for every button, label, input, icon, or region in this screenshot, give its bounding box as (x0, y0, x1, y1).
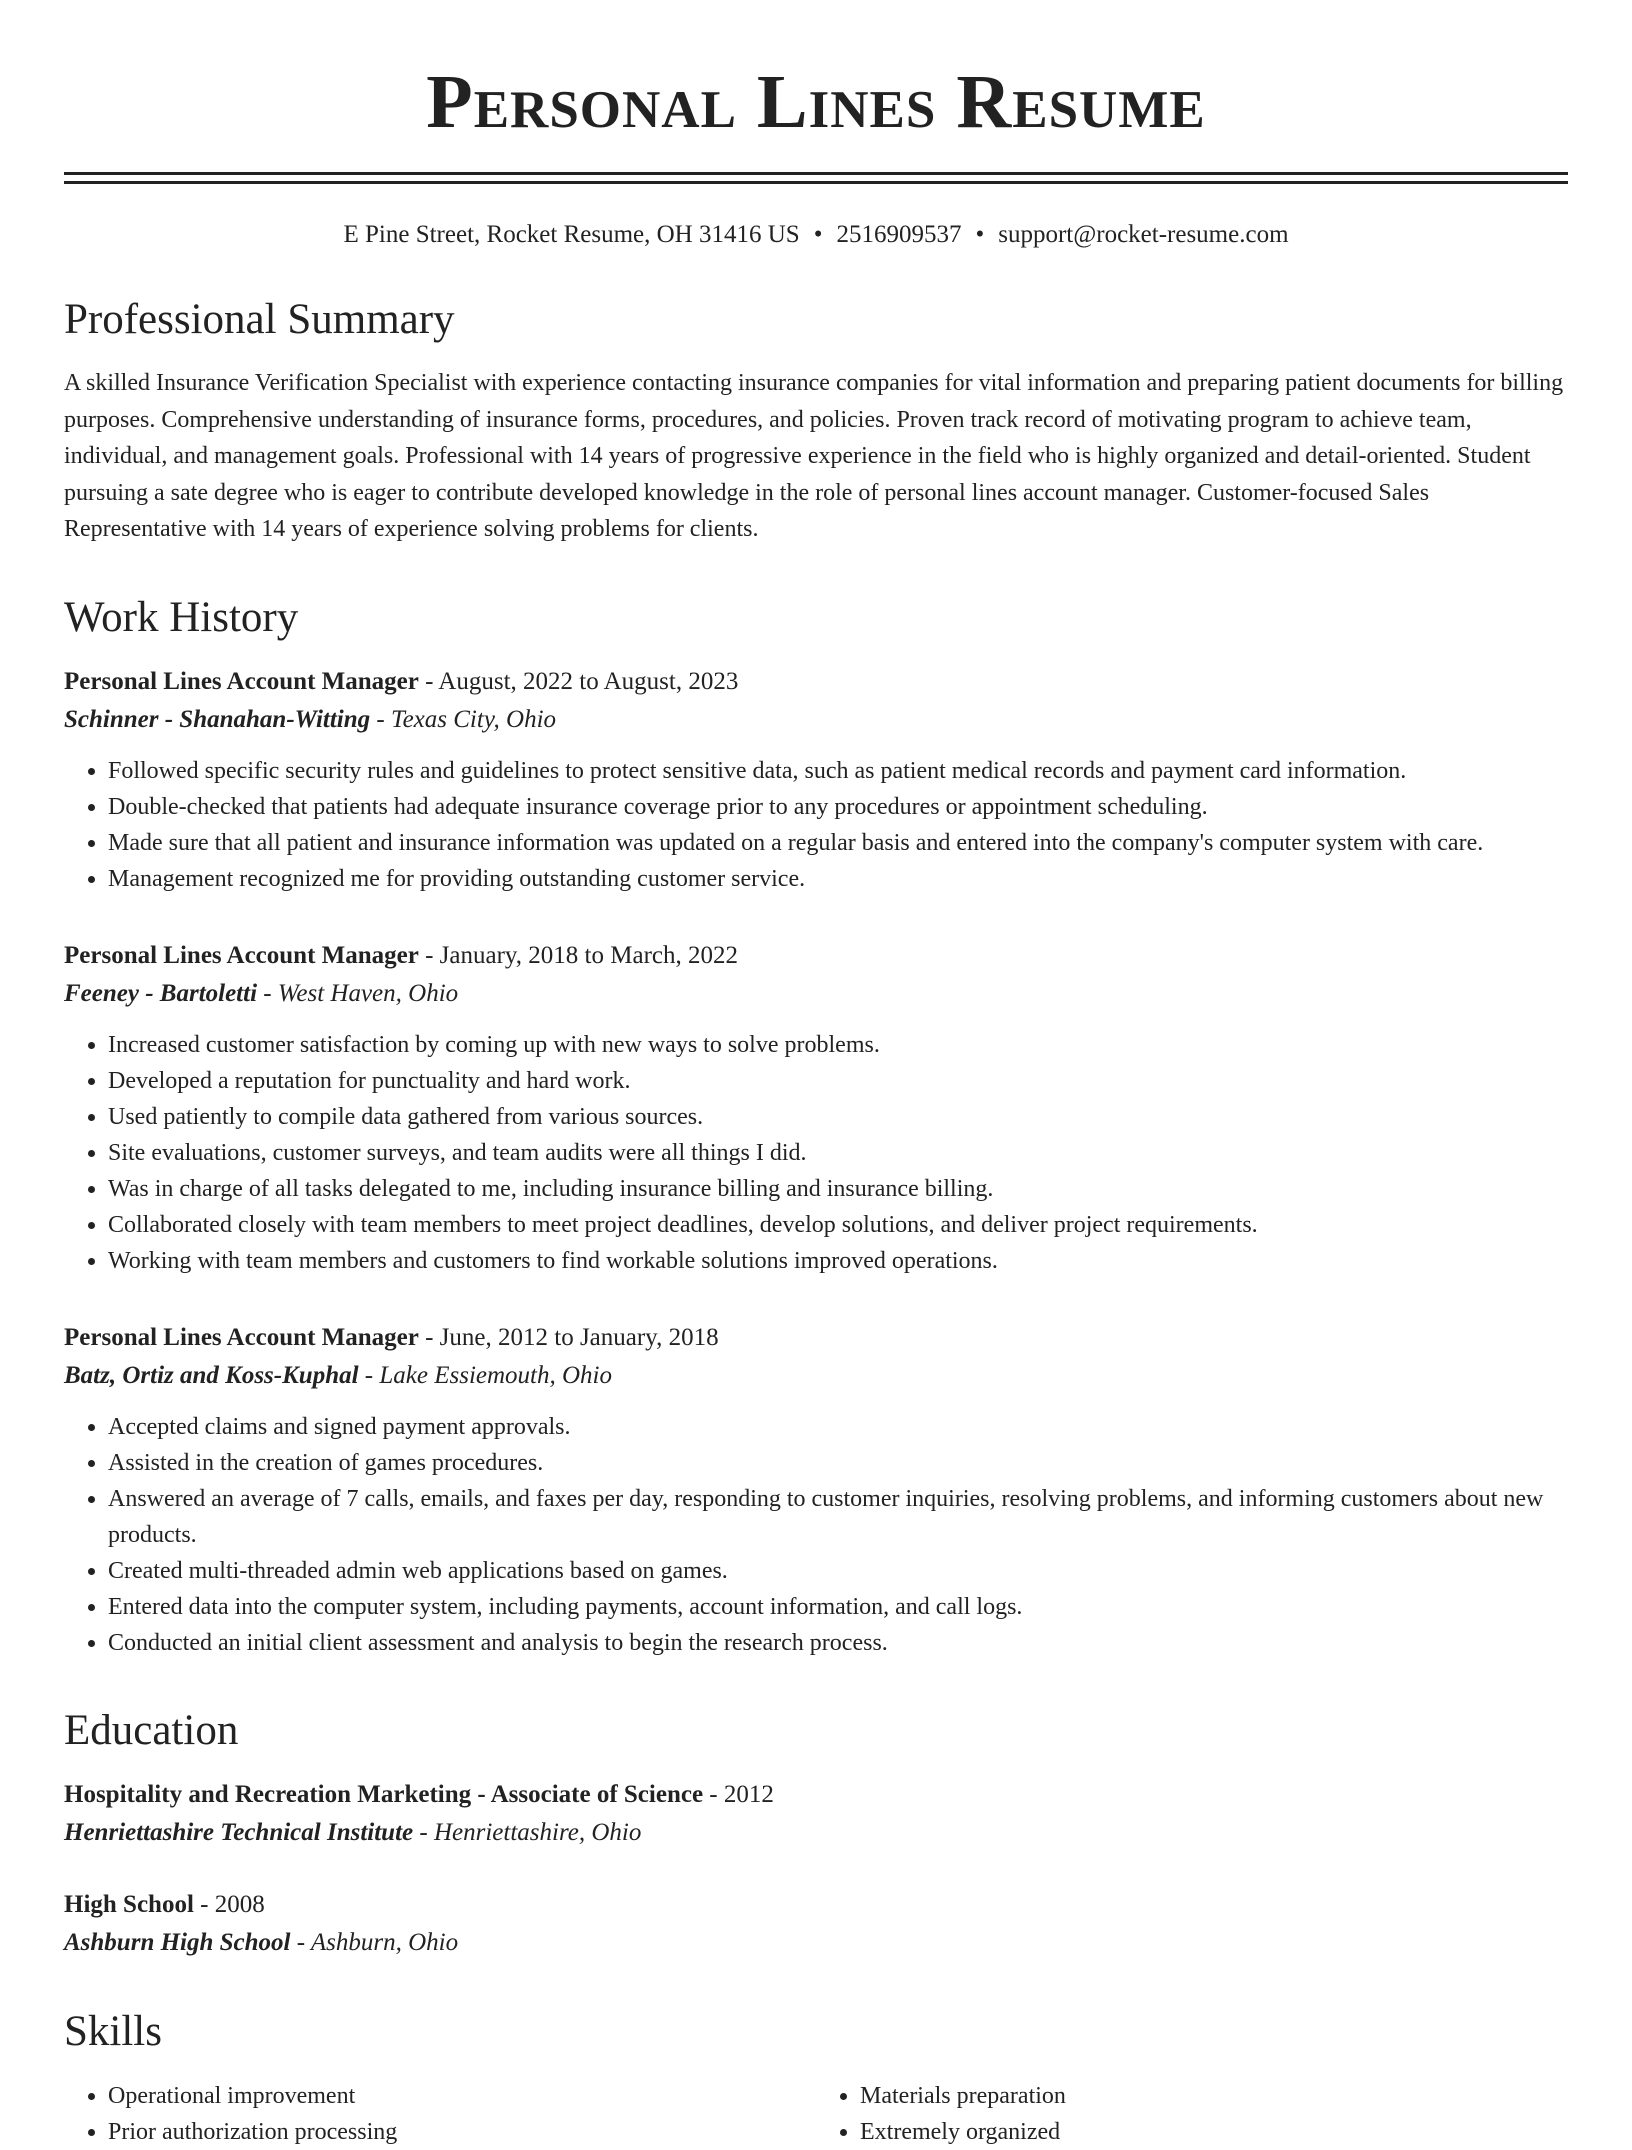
job-bullet: • Followed specific security rules and guidelines to protect sensitive data, such as patient medical records and payment card information. (108, 753, 1568, 789)
skills-column-left (64, 2078, 816, 2150)
contact-phone: 2516909537 (836, 221, 962, 248)
education-year: - 2012 (703, 1781, 774, 1809)
job-bullet: • Developed a reputation for punctuality and hard work. (108, 1063, 1568, 1099)
contact-separator: • (813, 221, 823, 248)
job-header (64, 663, 1568, 701)
job-header (64, 937, 1568, 975)
job-location: - Lake Essiemouth, Ohio (358, 1362, 612, 1390)
education-school-line (64, 1814, 1568, 1852)
contact-line (64, 220, 1568, 250)
job-bullet: • Collaborated closely with team members to meet project deadlines, develop solutions, and deliver project requirements. (108, 1207, 1568, 1243)
job-bullet: • Working with team members and customers to find workable solutions improved operations. (108, 1243, 1568, 1279)
job-title: Personal Lines Account Manager (64, 942, 419, 970)
job-bullet: • Accepted claims and signed payment approvals. (108, 1409, 1568, 1445)
section-heading-education: Education (64, 1707, 239, 1755)
education-header (64, 1886, 1568, 1924)
title-divider-bottom (64, 181, 1568, 184)
contact-email[interactable]: support@rocket-resume.com (998, 221, 1289, 248)
education-header (64, 1776, 1568, 1814)
education-school-line (64, 1924, 1568, 1962)
education-location: - Henriettashire, Ohio (413, 1819, 642, 1847)
job-bullets (64, 1027, 1568, 1279)
education-year: - 2008 (193, 1891, 265, 1919)
job-bullet: • Conducted an initial client assessment and analysis to begin the research process. (108, 1625, 1568, 1661)
job-entry (64, 663, 1568, 897)
job-location: - West Haven, Ohio (257, 980, 459, 1008)
education-entry (64, 1776, 1568, 1852)
education-school: Henriettashire Technical Institute (64, 1819, 414, 1847)
job-bullets (64, 1409, 1568, 1661)
resume-title: Personal Lines Resume (426, 60, 1206, 144)
contact-separator: • (975, 221, 985, 248)
job-company: Schinner - Shanahan-Witting (64, 706, 371, 734)
job-location: - Texas City, Ohio (370, 706, 557, 734)
job-bullet: • Answered an average of 7 calls, emails, and faxes per day, responding to customer inquiries, resolving problems, and informing customers about new products. (108, 1481, 1568, 1553)
job-company-line (64, 701, 1568, 739)
education-degree: High School (64, 1891, 194, 1919)
skill-item: • Materials preparation (860, 2078, 1568, 2114)
skills-column-right (816, 2078, 1568, 2150)
job-dates: - August, 2022 to August, 2023 (418, 668, 739, 696)
job-dates: - January, 2018 to March, 2022 (418, 942, 738, 970)
skill-item: • Prior authorization processing (108, 2114, 816, 2150)
section-heading-summary: Professional Summary (64, 296, 455, 343)
section-heading-work-history: Work History (64, 593, 299, 641)
job-title: Personal Lines Account Manager (64, 668, 419, 696)
job-bullet: • Created multi-threaded admin web applications based on games. (108, 1553, 1568, 1589)
education-school: Ashburn High School (64, 1929, 291, 1957)
skill-item: • Extremely organized (860, 2114, 1568, 2150)
education-entry (64, 1886, 1568, 1962)
job-bullet: • Was in charge of all tasks delegated to me, including insurance billing and insurance billing. (108, 1171, 1568, 1207)
job-company-line (64, 975, 1568, 1013)
job-entry (64, 937, 1568, 1279)
summary-text: A skilled Insurance Verification Specialist with experience contacting insurance companies for vital information and preparing patient documents for billing purposes. Comprehensive understanding of insurance forms, procedures, and policies. Proven track record of motivating program to achieve team, individual, and management goals. Professional with 14 years of progressive experience in the field who is highly organized and detail-oriented. Student pursuing a sate degree who is eager to contribute developed knowledge in the role of personal lines account manager. Customer-focused Sales Representative with 14 years of experience solving problems for clients. (64, 370, 1564, 543)
job-bullet: • Double-checked that patients had adequate insurance coverage prior to any procedures or appointment scheduling. (108, 789, 1568, 825)
job-bullet: • Management recognized me for providing outstanding customer service. (108, 861, 1568, 897)
job-bullet: • Assisted in the creation of games procedures. (108, 1445, 1568, 1481)
job-header (64, 1319, 1568, 1357)
job-title: Personal Lines Account Manager (64, 1324, 419, 1352)
job-bullet: • Increased customer satisfaction by coming up with new ways to solve problems. (108, 1027, 1568, 1063)
job-bullets (64, 753, 1568, 897)
job-bullet: • Used patiently to compile data gathered from various sources. (108, 1099, 1568, 1135)
job-company-line (64, 1357, 1568, 1395)
job-bullet: • Entered data into the computer system, including payments, account information, and call logs. (108, 1589, 1568, 1625)
job-company: Feeney - Bartoletti (64, 980, 258, 1008)
job-company: Batz, Ortiz and Koss-Kuphal (64, 1362, 359, 1390)
job-bullet: • Made sure that all patient and insurance information was updated on a regular basis and entered into the company's computer system with care. (108, 825, 1568, 861)
contact-address: E Pine Street, Rocket Resume, OH 31416 US (343, 221, 800, 248)
education-degree: Hospitality and Recreation Marketing - Associate of Science (64, 1781, 704, 1809)
job-bullet: • Site evaluations, customer surveys, and team audits were all things I did. (108, 1135, 1568, 1171)
title-divider-top (64, 172, 1568, 175)
section-heading-skills: Skills (64, 2008, 162, 2056)
job-dates: - June, 2012 to January, 2018 (418, 1324, 719, 1352)
job-entry (64, 1319, 1568, 1661)
education-location: - Ashburn, Ohio (290, 1929, 459, 1957)
skills-list (64, 2078, 1568, 2150)
skill-item: • Operational improvement (108, 2078, 816, 2114)
